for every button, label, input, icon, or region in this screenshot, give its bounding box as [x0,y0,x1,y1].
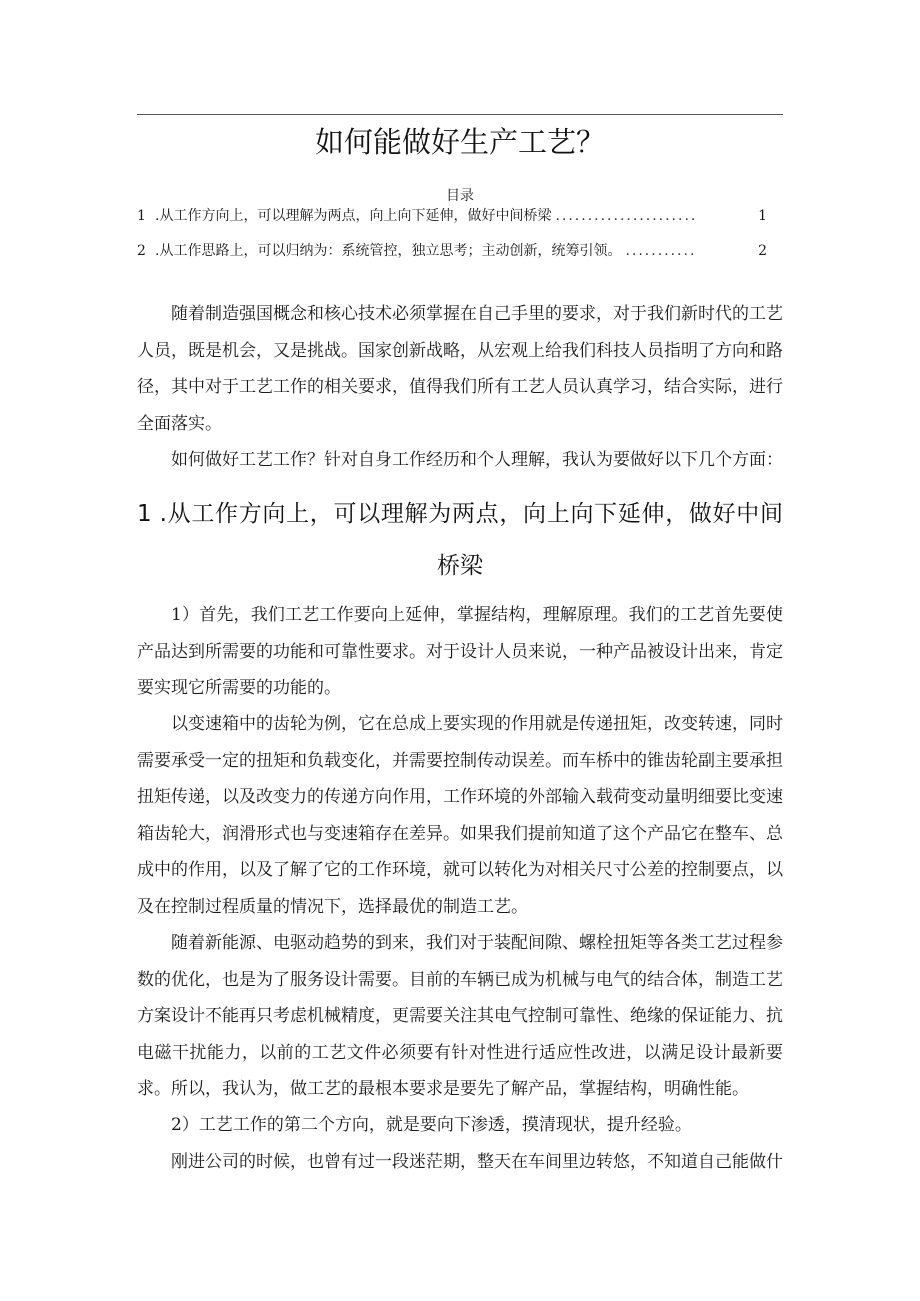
toc-entry-leader: ........... [625,243,697,259]
toc-heading: 目录 [446,188,474,204]
toc-entry-text: .从工作方向上，可以理解为两点，向上向下延伸，做好中间桥梁 [155,208,552,224]
toc-entry-page: 1 [758,208,767,224]
toc-entry[interactable] [137,241,767,261]
toc-entry[interactable] [137,206,767,226]
toc-entry-page: 2 [758,243,767,259]
toc-entry-leader: ...................... [555,208,698,224]
toc-entry-number: 2 [137,243,146,259]
section-paragraph: 刚进公司的时候，也曾有过一段迷茫期，整天在车间里边转悠，不知道自己能做什 [171,1152,783,1172]
toc-entry-number: 1 [137,208,146,224]
intro-paragraph: 随着制造强国概念和核心技术必须掌握在自己手里的要求，对于我们新时代的工艺人员，既是机会，又是挑战。国家创新战略，从宏观上给我们科技人员指明了方向和路径，其中对于工艺工作的相关要求，值得我们所有工艺人员认真学习，结合实际，进行全面落实。 [137,304,783,434]
section-paragraph: 以变速箱中的齿轮为例，它在总成上要实现的作用就是传递扭矩，改变转速，同时需要承受一定的扭矩和负载变化，并需要控制传动误差。而车桥中的锥齿轮副主要承担扭矩传递，以及改变力的传递方向作用，工作环境的外部输入载荷变动量明细要比变速箱齿轮大，润滑形式也与变速箱存在差异。如果我们提前知道了这个产品它在整车、总成中的作用，以及了解了它的工作环境，就可以转化为对相关尺寸公差的控制要点，以及在控制过程质量的情况下，选择最优的制造工艺。 [137,714,783,917]
section-paragraph: 1）首先，我们工艺工作要向上延伸，掌握结构，理解原理。我们的工艺首先要使产品达到所需要的功能和可靠性要求。对于设计人员来说，一种产品被设计出来，肯定要实现它所需要的功能的。 [137,605,783,699]
intro-paragraph: 如何做好工艺工作？针对自身工作经历和个人理解，我认为要做好以下几个方面： [171,450,783,470]
header-rule [137,114,783,115]
section-heading [137,488,783,592]
section-paragraph: 随着新能源、电驱动趋势的到来，我们对于装配间隙、螺栓扭矩等各类工艺过程参数的优化，也是为了服务设计需要。目前的车辆已成为机械与电气的结合体，制造工艺方案设计不能再只考虑机械精度，更需要关注其电气控制可靠性、绝缘的保证能力、抗电磁干扰能力，以前的工艺文件必须要有针对性进行适应性改进，以满足设计最新要求。所以，我认为，做工艺的最根本要求是要先了解产品，掌握结构，明确性能。 [137,933,783,1100]
document-title: 如何能做好生产工艺？ [314,125,605,159]
section-heading-line: 桥梁 [437,553,483,579]
section-heading-line: 1 .从工作方向上，可以理解为两点，向上向下延伸，做好中间 [137,501,783,527]
toc-entry-text: .从工作思路上，可以归纳为：系统管控，独立思考；主动创新，统筹引领。 [155,243,622,259]
section-paragraph: 2）工艺工作的第二个方向，就是要向下渗透，摸清现状，提升经验。 [171,1115,692,1135]
